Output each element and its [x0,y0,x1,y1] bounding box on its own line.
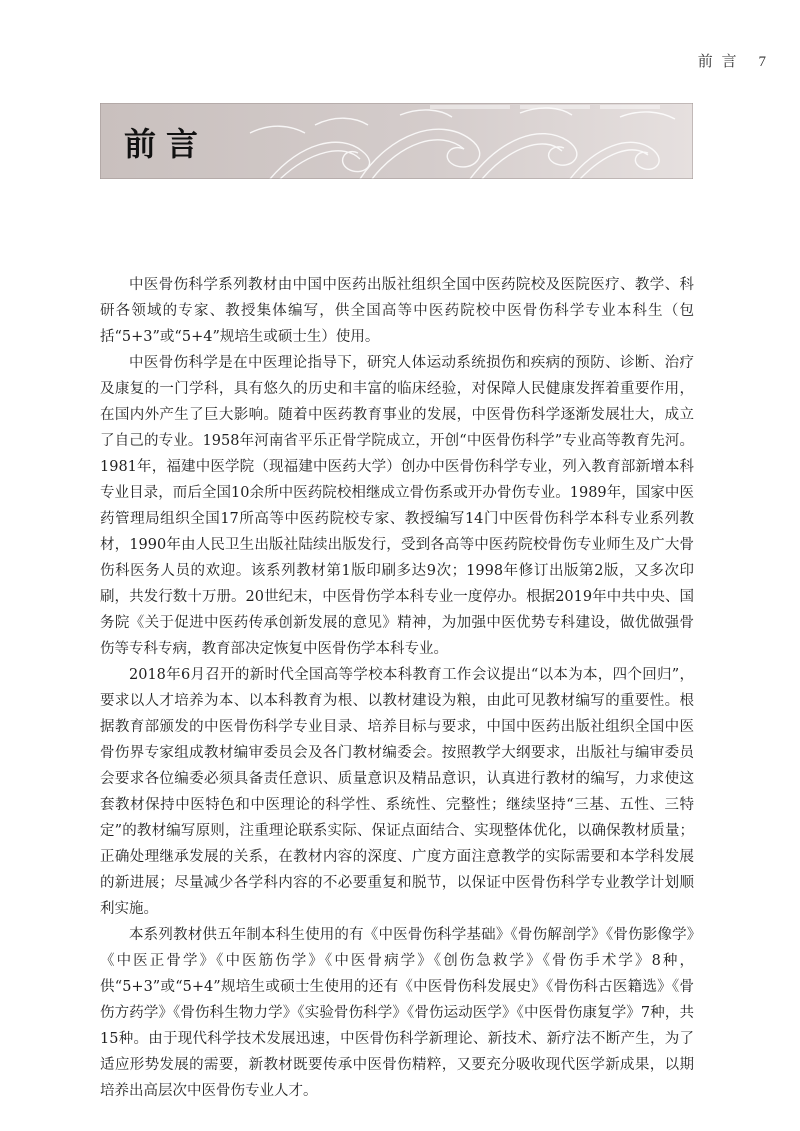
chapter-banner [100,103,693,179]
page-number: 7 [758,54,768,70]
paragraph: 中医骨伤科学系列教材由中国中医药出版社组织全国中医药院校及医院医疗、教学、科研各领域的专家、教授集体编写，供全国高等中医药院校中医骨伤科学专业本科生（包括“5+3”或“5+4”规培生或硕士生）使用。 [100,277,694,345]
running-header-title: 前 言 [697,52,739,70]
paragraph: 中医骨伤科学是在中医理论指导下，研究人体运动系统损伤和疾病的预防、诊断、治疗及康复的一门学科，具有悠久的历史和丰富的临床经验，对保障人民健康发挥着重要作用，在国内外产生了巨大影响。随着中医药教育事业的发展，中医骨伤科学逐渐发展壮大，成立了自己的专业。1958年河南省平乐正骨学院成立，开创“中医骨伤科学”专业高等教育先河。1981年，福建中医学院（现福建中医药大学）创办中医骨伤科学专业，列入教育部新增本科专业目录，而后全国10余所中医药院校相继成立骨伤系或开办骨伤专业。1989年，国家中医药管理局组织全国17所高等中医药院校专家、教授编写14门中医骨伤科学本科专业系列教材，1990年由人民卫生出版社陆续出版发行，受到各高等中医药院校骨伤专业师生及广大骨伤科医务人员的欢迎。该系列教材第1版印刷多达9次；1998年修订出版第2版，又多次印刷，共发行数十万册。20世纪末，中医骨伤学本科专业一度停办。根据2019年中共中央、国务院《关于促进中医药传承创新发展的意见》精神，为加强中医优势专科建设，做优做强骨伤等专科专病，教育部决定恢复中医骨伤学本科专业。 [100,355,694,657]
running-header [698,50,768,71]
paragraph: 2018年6月召开的新时代全国高等学校本科教育工作会议提出“以本为本，四个回归”，要求以人才培养为本、以本科教育为根、以教材建设为粮，由此可见教材编写的重要性。根据教育部颁发的中医骨伤科学专业目录、培养目标与要求，中国中医药出版社组织全国中医骨伤界专家组成教材编审委员会及各门教材编委会。按照教学大纲要求，出版社与编审委员会要求各位编委必须具备责任意识、质量意识及精品意识，认真进行教材的编写，力求使这套教材保持中医特色和中医理论的科学性、系统性、完整性；继续坚持“三基、五性、三特定”的教材编写原则，注重理论联系实际、保证点面结合、实现整体优化，以确保教材质量；正确处理继承发展的关系，在教材内容的深度、广度方面注意教学的实际需要和本学科发展的新进展；尽量减少各学科内容的不必要重复和脱节，以保证中医骨伤科学专业教学计划顺利实施。 [100,667,694,917]
preface-body [100,272,694,1104]
paragraph: 本系列教材供五年制本科生使用的有《中医骨伤科学基础》《骨伤解剖学》《骨伤影像学》《中医正骨学》《中医筋伤学》《中医骨病学》《创伤急救学》《骨伤手术学》8种，供“5+3”或“5+4”规培生或硕士生使用的还有《中医骨伤科发展史》《骨伤科古医籍选》《骨伤方药学》《骨伤科生物力学》《实验骨伤科学》《骨伤运动医学》《中医骨伤康复学》7种，共15种。由于现代科学技术发展迅速，中医骨伤科学新理论、新技术、新疗法不断产生，为了适应形势发展的需要，新教材既要传承中医骨伤精粹，又要充分吸收现代医学新成果，以期培养出高层次中医骨伤专业人才。 [100,927,694,1099]
chapter-title: 前言 [124,125,209,163]
